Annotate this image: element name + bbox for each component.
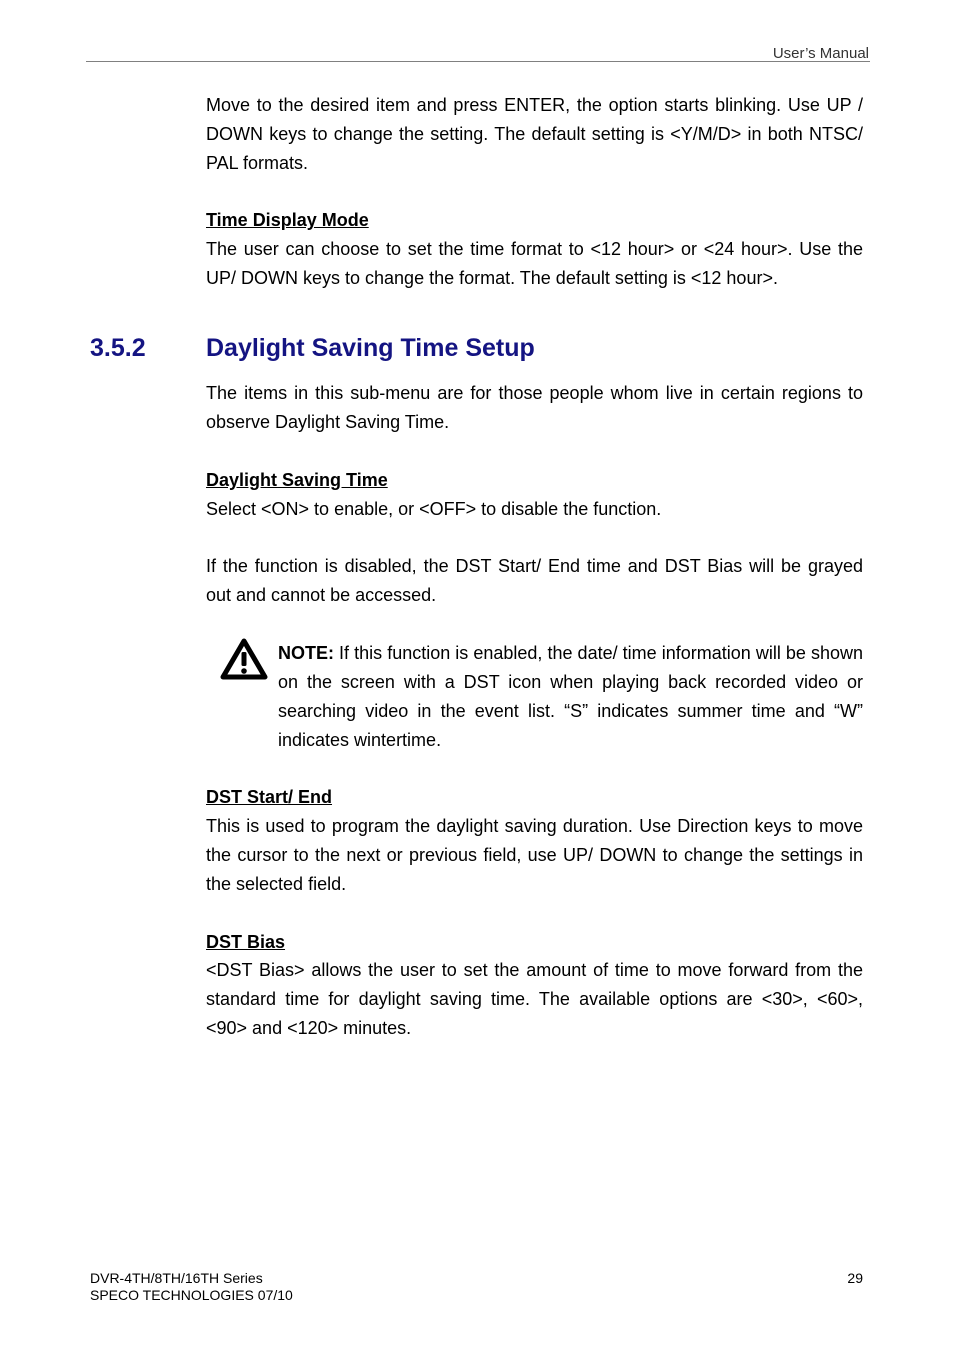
time-display-mode-body: The user can choose to set the time format to <12 hour> or <24 hour>. Use the UP/ DOWN keys to change the format. The default setting is <12 hour>.: [206, 239, 863, 288]
header-divider: [86, 61, 870, 62]
page-number: 29: [847, 1270, 863, 1286]
section-title: Daylight Saving Time Setup: [206, 334, 535, 362]
dst-bias-body: <DST Bias> allows the user to set the amount of time to move forward from the standard time for daylight saving time. The available options are <30>, <60>, <90> and <120> minutes.: [206, 960, 863, 1038]
daylight-saving-time-disabled-note: If the function is disabled, the DST Start/ End time and DST Bias will be grayed out and cannot be accessed.: [206, 556, 863, 605]
dst-start-end-body: This is used to program the daylight saving duration. Use Direction keys to move the cursor to the next or previous field, use UP/ DOWN to change the settings in the selected field.: [206, 816, 863, 894]
time-display-mode-heading: Time Display Mode: [206, 210, 369, 230]
dst-bias-heading: DST Bias: [206, 932, 286, 952]
footer-series: DVR-4TH/8TH/16TH Series: [90, 1270, 263, 1286]
section-number: 3.5.2: [90, 334, 146, 362]
footer-company: SPECO TECHNOLOGIES 07/10: [90, 1287, 293, 1303]
dst-start-end-heading: DST Start/ End: [206, 787, 333, 807]
note-text: If this function is enabled, the date/ time information will be shown on the screen with a DST icon when playing back recorded video or searching video in the event list. “S” indicates summer time and “W” indicates wintertime.: [278, 643, 863, 750]
section-intro: The items in this sub-menu are for those people whom live in certain regions to observe Daylight Saving Time.: [206, 383, 863, 432]
note-label: NOTE:: [278, 643, 334, 663]
daylight-saving-time-body: Select <ON> to enable, or <OFF> to disable the function.: [206, 499, 662, 519]
running-header: User’s Manual: [772, 45, 869, 62]
daylight-saving-time-heading: Daylight Saving Time: [206, 470, 388, 490]
intro-paragraph: Move to the desired item and press ENTER, the option starts blinking. Use UP / DOWN keys to change the setting. The default setting is <Y/M/D> in both NTSC/ PAL formats.: [206, 95, 863, 173]
footer-left: [90, 1270, 293, 1304]
note-paragraph: [278, 639, 863, 755]
warning-triangle-icon: [219, 637, 269, 681]
